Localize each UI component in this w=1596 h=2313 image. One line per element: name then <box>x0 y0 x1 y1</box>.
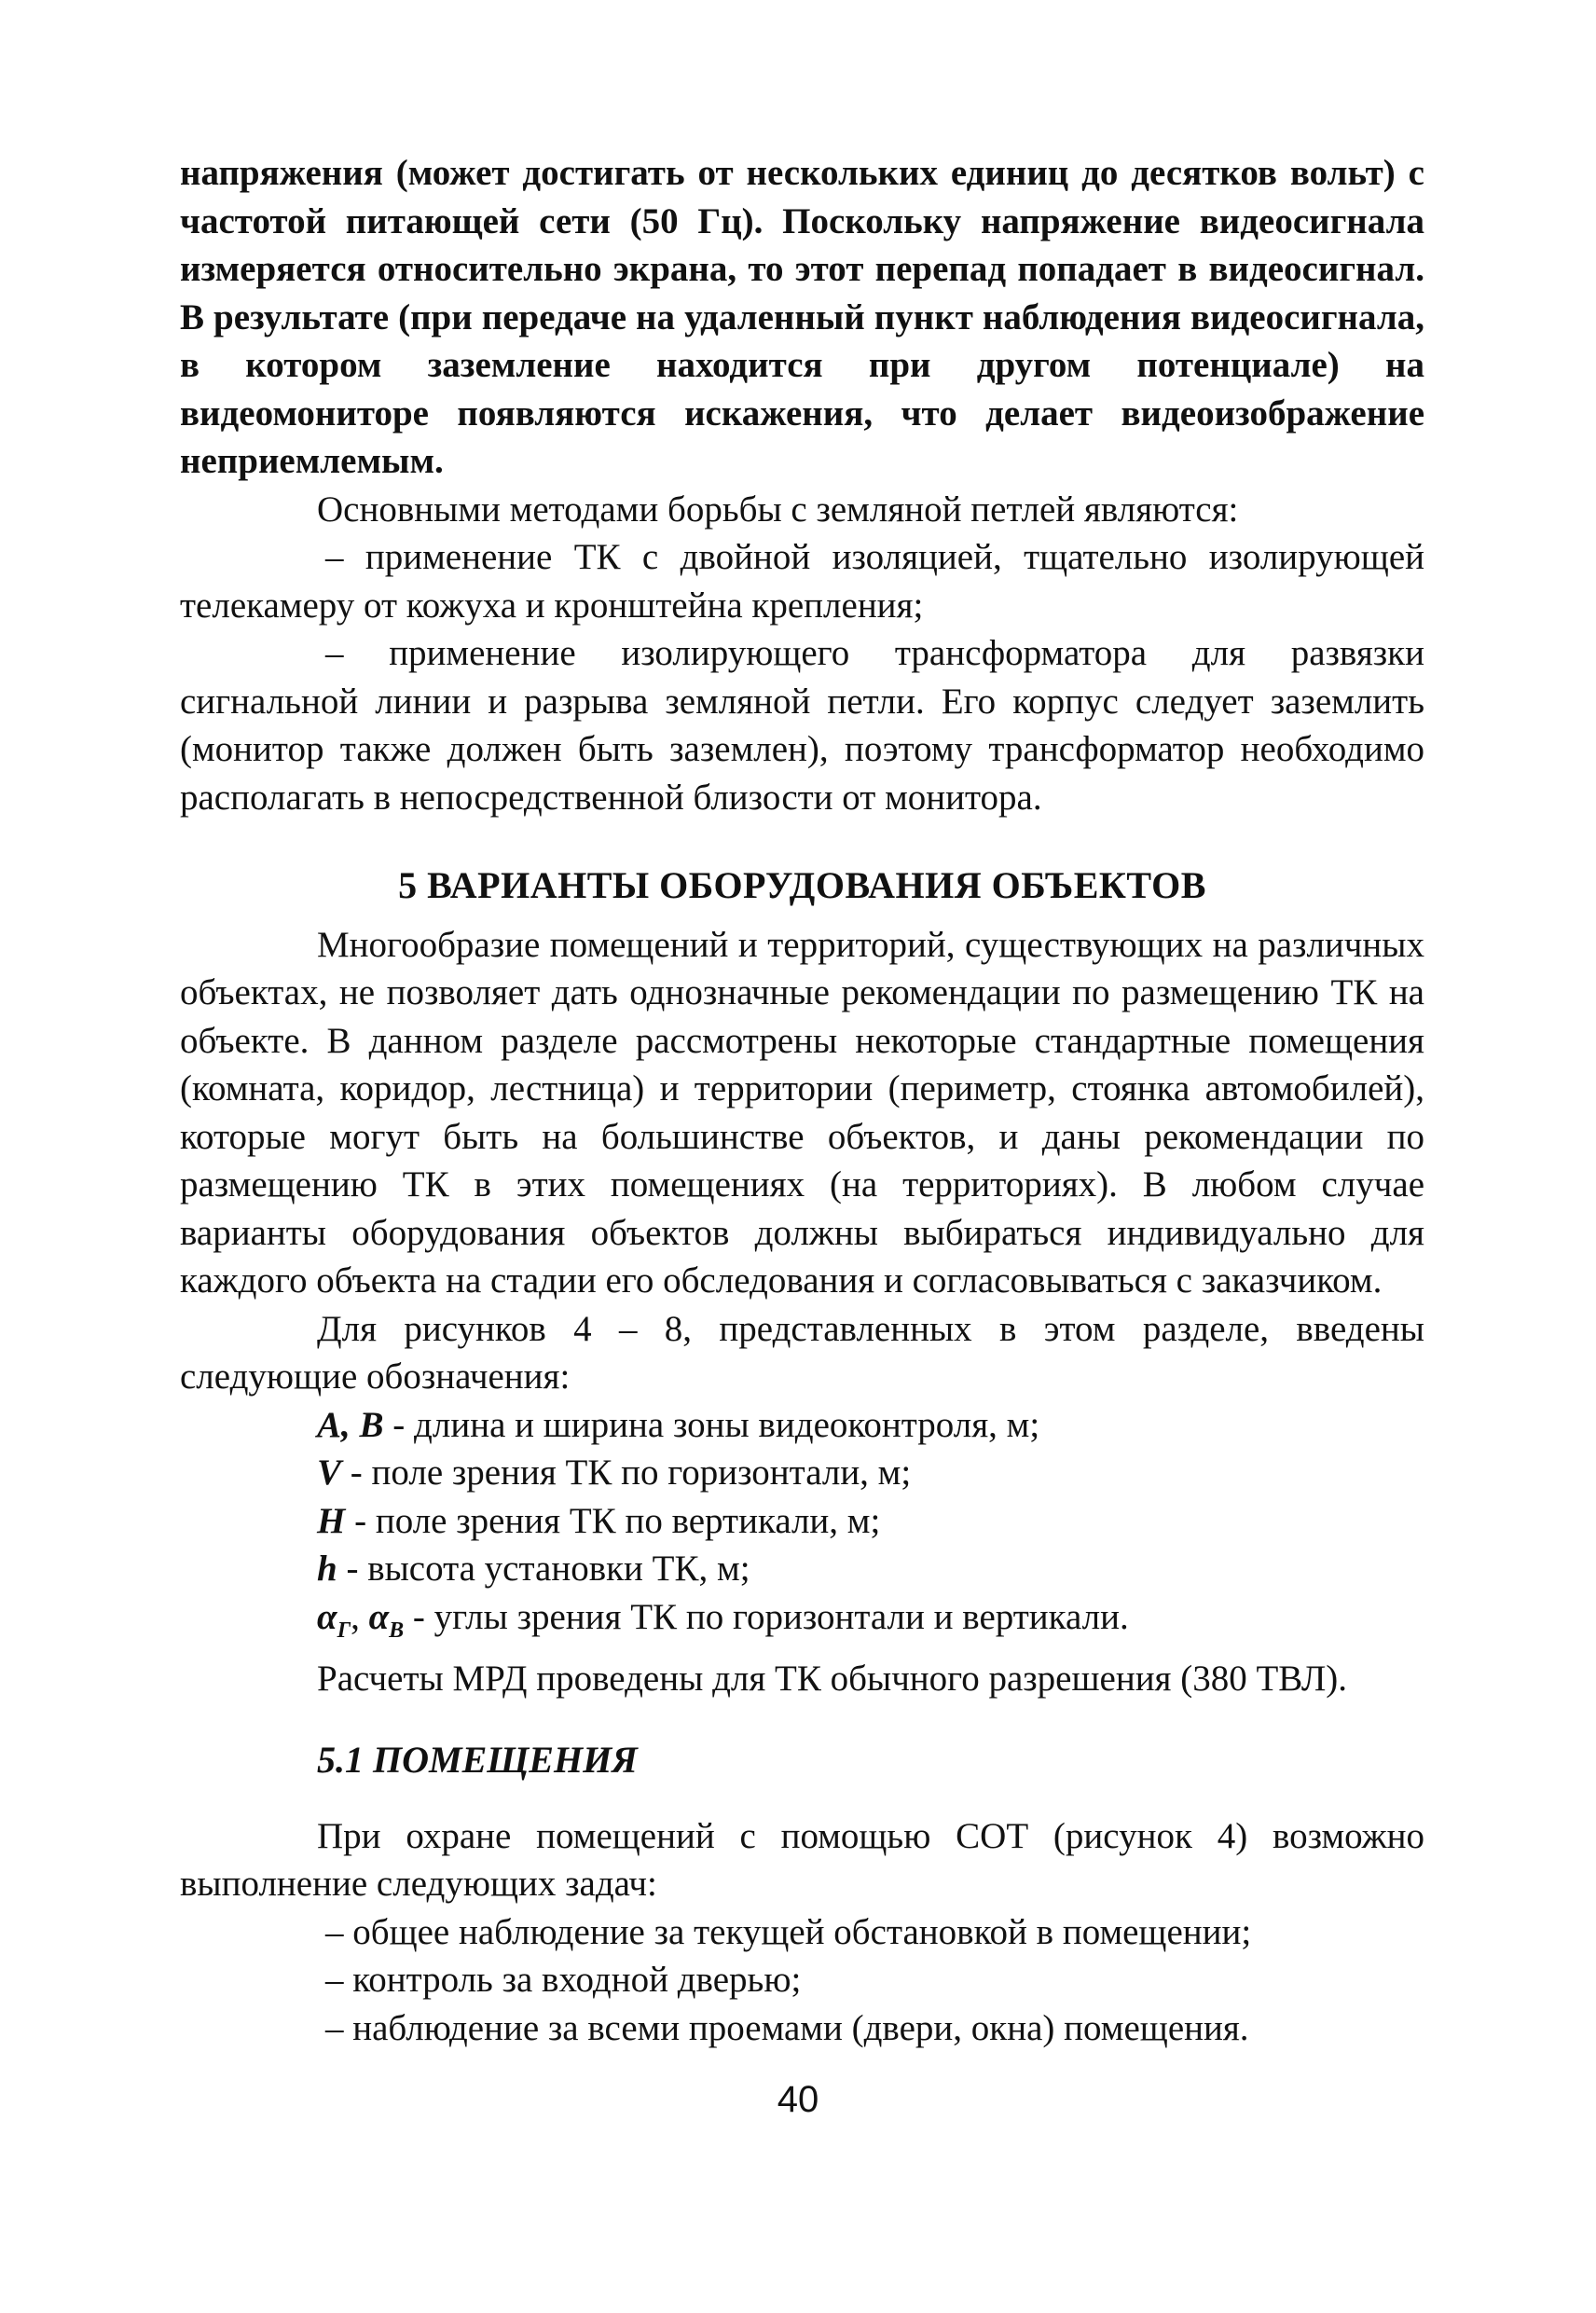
definition-text: - поле зрения ТК по горизонтали, м; <box>341 1453 912 1493</box>
definition-symbol: V <box>317 1453 342 1493</box>
tasks-list <box>180 1908 1424 2053</box>
definition-text: - поле зрения ТК по вертикали, м; <box>345 1500 881 1541</box>
definition-text: - длина и ширина зоны видеоконтроля, м; <box>383 1404 1040 1445</box>
paragraph-ground-loop: напряжения (может достигать от нескольких единиц до десятков вольт) с частотой питающей сети (50 Гц). Поскольку напряжение видеосигнала измеряется относительно экрана, то этот перепад попадает в видеосигнал. В результате (при передаче на удаленный пункт наблюдения видеосигнала, в котором заземление находится при другом потенциале) на видеомониторе появляются искажения, что делает видеоизображение неприемлемым. <box>180 153 1424 481</box>
definition-item <box>317 1401 1424 1450</box>
definition-text: - высота установки ТК, м; <box>337 1549 750 1589</box>
definition-item <box>317 1545 1424 1593</box>
definition-item-angles <box>317 1593 1424 1655</box>
subsection-heading: 5.1 ПОМЕЩЕНИЯ <box>317 1739 638 1782</box>
definition-symbol: А, В <box>317 1404 384 1445</box>
definition-item <box>317 1497 1424 1546</box>
section-heading: 5 ВАРИАНТЫ ОБОРУДОВАНИЯ ОБЪЕКТОВ <box>398 864 1206 906</box>
list-item-task: – общее наблюдение за текущей обстановкой в помещении; <box>325 1911 1252 1952</box>
angle-symbol-horizontal: $\alpha_Г$ <box>317 1596 351 1643</box>
list-item-isolating-transformer: – применение изолирующего трансформатора для развязки сигнальной линии и разрыва земляной петли. Его корпус следует заземлить (монитор также должен быть заземлен), поэтому трансформатор необходимо располагать в непосредственной близости от монитора. <box>180 633 1424 818</box>
list-item-task: – контроль за входной дверью; <box>325 1960 802 2001</box>
definition-text: - углы зрения ТК по горизонтали и вертикали. <box>404 1596 1129 1637</box>
definition-symbol: h <box>317 1549 337 1589</box>
definition-symbol: Н <box>317 1500 346 1541</box>
angle-separator: , <box>351 1596 369 1637</box>
angle-symbol-vertical: $\alpha_В$ <box>368 1596 405 1643</box>
paragraph-variety-of-premises: Многообразие помещений и территорий, существующих на различных объектах, не позволяет дать однозначные рекомендации по размещению ТК на объекте. В данном разделе рассмотрены некоторые стандартные помещения (комната, коридор, лестница) и территории (периметр, стоянка автомобилей), которые могут быть на большинстве объектов, и даны рекомендации по размещению ТК в этих помещениях (на территориях). В любом случае варианты оборудования объектов должны выбираться индивидуально для каждого объекта на стадии его обследования и согласовываться с заказчиком. <box>180 924 1424 1301</box>
list-item-task: – наблюдение за всеми проемами (двери, окна) помещения. <box>325 2007 1249 2048</box>
paragraph-calculation-note: Расчеты МРД проведены для ТК обычного разрешения (380 ТВЛ). <box>317 1658 1348 1699</box>
definition-item <box>317 1449 1424 1497</box>
definitions-list <box>180 1401 1424 1655</box>
page-number: 40 <box>777 2079 819 2120</box>
paragraph-figure-notation: Для рисунков 4 – 8, представленных в этом разделе, введены следующие обозначения: <box>180 1308 1424 1397</box>
paragraph-premises-tasks-intro: При охране помещений с помощью СОТ (рисунок 4) возможно выполнение следующих задач: <box>180 1815 1424 1905</box>
paragraph-methods-intro: Основными методами борьбы с земляной петлей являются: <box>317 489 1239 530</box>
page-body <box>180 149 1424 2052</box>
list-item-double-insulation: – применение ТК с двойной изоляцией, тщательно изолирующей телекамеру от кожуха и кронштейна крепления; <box>180 537 1424 626</box>
